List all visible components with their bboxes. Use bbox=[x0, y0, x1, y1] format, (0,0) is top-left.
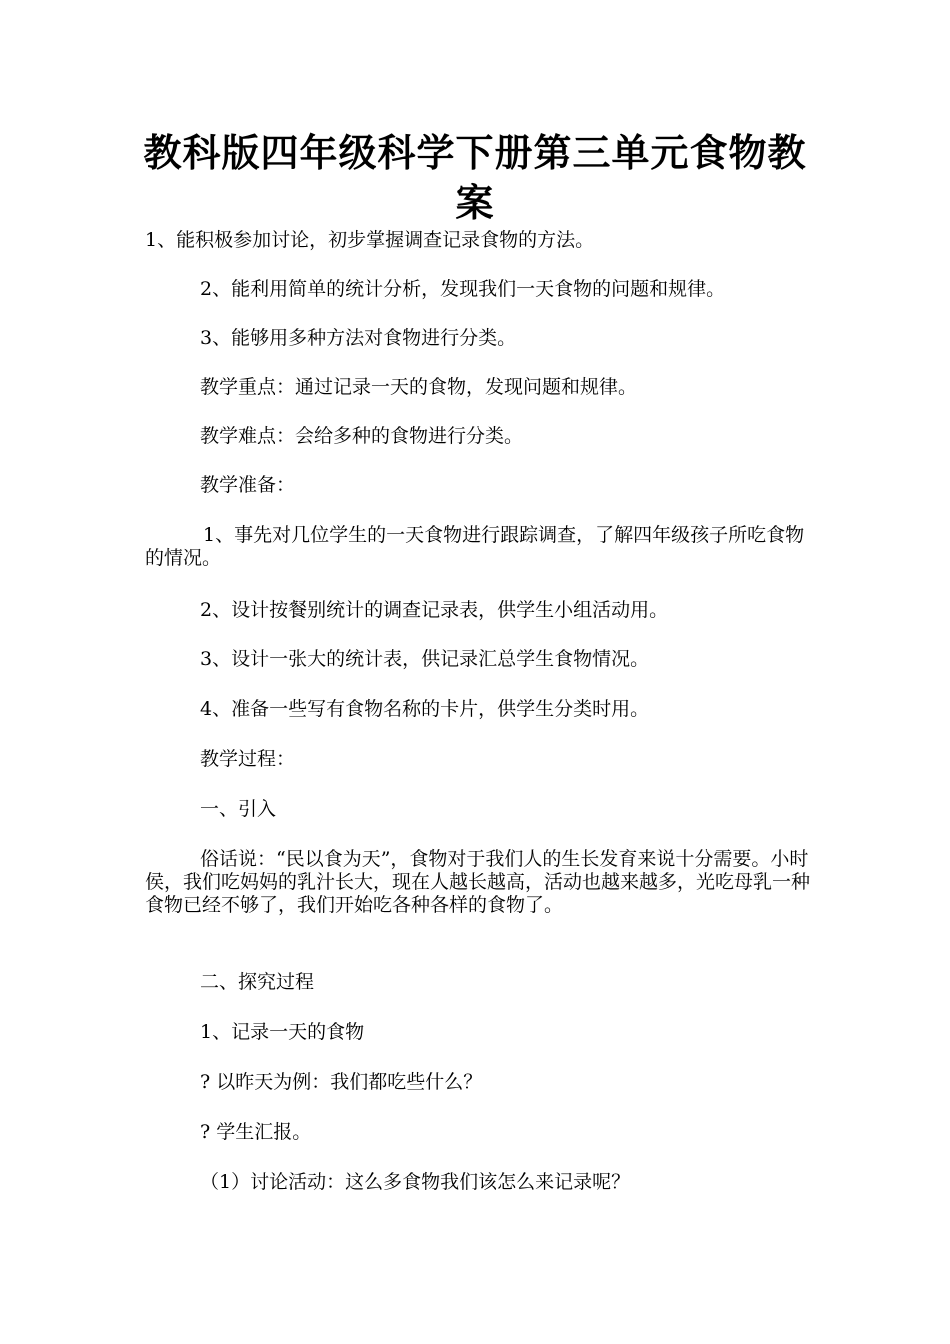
paragraph-objective-3: 3、能够用多种方法对食物进行分类。 bbox=[200, 327, 517, 349]
paragraph-key-point: 教学重点：通过记录一天的食物，发现问题和规律。 bbox=[200, 376, 638, 398]
paragraph-preparation-heading: 教学准备： bbox=[200, 474, 296, 496]
paragraph-section-inquiry: 二、探究过程 bbox=[200, 971, 315, 993]
document-title: 教科版四年级科学下册第三单元食物教案 bbox=[143, 131, 807, 225]
paragraph-section-introduction: 一、引入 bbox=[200, 798, 277, 820]
paragraph-preparation-1: 1、事先对几位学生的一天食物进行跟踪调查，了解四年级孩子所吃食物的情况。 bbox=[145, 524, 805, 569]
paragraph-student-report: ? 学生汇报。 bbox=[200, 1121, 312, 1143]
paragraph-objective-1: 1、能积极参加讨论，初步掌握调查记录食物的方法。 bbox=[145, 229, 595, 251]
paragraph-record-food: 1、记录一天的食物 bbox=[200, 1021, 365, 1043]
paragraph-process-heading: 教学过程： bbox=[200, 748, 296, 770]
paragraph-difficulty: 教学难点：会给多种的食物进行分类。 bbox=[200, 425, 524, 447]
paragraph-question-yesterday: ? 以昨天为例：我们都吃些什么？ bbox=[200, 1071, 483, 1093]
paragraph-introduction-text: 俗话说：“民以食为天”，食物对于我们人的生长发育来说十分需要。小时侯，我们吃妈妈的乳汁长大，现在人越长越高，活动也越来越多，光吃母乳一种食物已经不够了，我们开始吃各种各样的食物了。 bbox=[145, 848, 811, 916]
paragraph-discussion-activity: （1）讨论活动：这么多食物我们该怎么来记录呢？ bbox=[200, 1171, 631, 1193]
paragraph-preparation-3: 3、设计一张大的统计表，供记录汇总学生食物情况。 bbox=[200, 648, 650, 670]
paragraph-preparation-4: 4、准备一些写有食物名称的卡片，供学生分类时用。 bbox=[200, 698, 650, 720]
paragraph-objective-2: 2、能利用简单的统计分析，发现我们一天食物的问题和规律。 bbox=[200, 278, 726, 300]
paragraph-preparation-2: 2、设计按餐别统计的调查记录表，供学生小组活动用。 bbox=[200, 599, 669, 621]
